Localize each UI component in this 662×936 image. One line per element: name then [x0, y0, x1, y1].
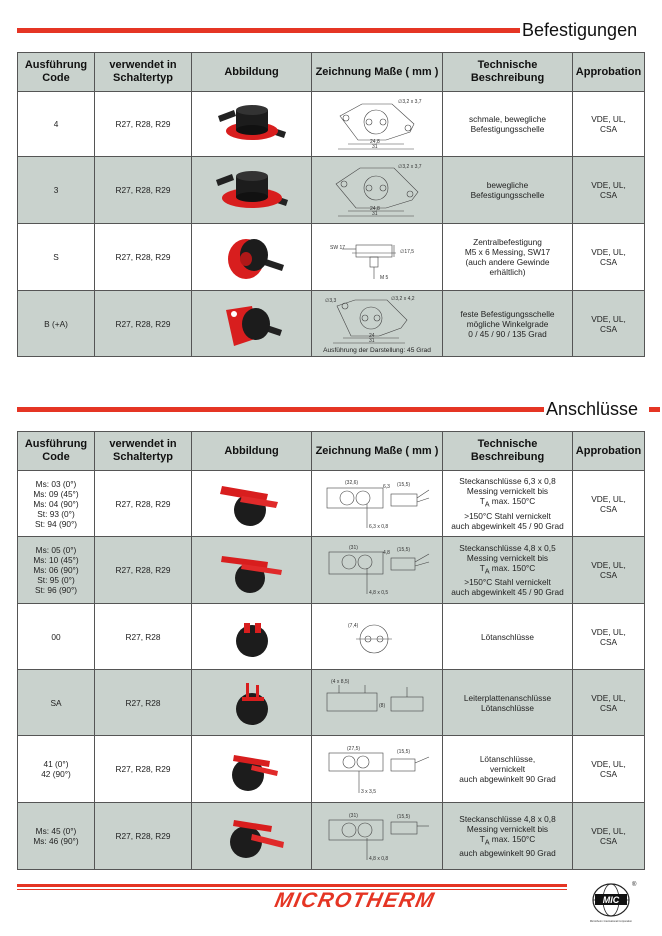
- thermostat-tab-terminals-icon: [220, 486, 278, 526]
- approval-cell: VDE, UL, CSA: [573, 224, 645, 291]
- product-image: [192, 291, 312, 357]
- code-cell: Ms: 03 (0°) Ms: 09 (45°) Ms: 04 (90°) St: 93 (0°) St: 94 (90°): [18, 471, 95, 537]
- drawing-cell: [312, 604, 443, 670]
- section-heading-befestigungen: [17, 19, 662, 41]
- thermostat-pcb-terminals-icon: [236, 683, 268, 725]
- drawing-cell: [312, 157, 443, 224]
- col-header-drawing: Zeichnung Maße ( mm ): [312, 53, 443, 92]
- drawing-label: (8): [379, 702, 386, 709]
- drawing-label: (32,6): [345, 479, 359, 486]
- type-cell: R27, R28, R29: [95, 736, 192, 803]
- approval-cell: VDE, UL, CSA: [573, 92, 645, 157]
- product-image: [192, 157, 312, 224]
- col-header-description: Technische Beschreibung: [443, 432, 573, 471]
- description-cell: schmale, bewegliche Befestigungsschelle: [443, 92, 573, 157]
- approval-cell: VDE, UL, CSA: [573, 803, 645, 870]
- befestigungen-table: [17, 52, 645, 357]
- thermostat-fixed-bracket-icon: [226, 306, 282, 346]
- col-header-approval: Approbation: [573, 53, 645, 92]
- drawing-label: 4,8 x 0,8: [369, 856, 389, 862]
- type-cell: R27, R28: [95, 604, 192, 670]
- code-cell: SA: [18, 670, 95, 736]
- technical-drawing-icon: [342, 245, 396, 279]
- drawing-label: 31: [372, 144, 378, 150]
- drawing-label: (31): [349, 545, 358, 551]
- drawing-label: 24: [369, 332, 375, 339]
- drawing-label: M 5: [380, 275, 389, 281]
- drawing-cell: [312, 92, 443, 157]
- col-header-description: Technische Beschreibung: [443, 53, 573, 92]
- col-header-code: Ausführung Code: [18, 432, 95, 471]
- drawing-cell: [312, 224, 443, 291]
- col-header-drawing: Zeichnung Maße ( mm ): [312, 432, 443, 471]
- drawing-label: SW 17: [330, 245, 346, 251]
- table-row: [18, 471, 645, 537]
- approval-cell: VDE, UL, CSA: [573, 537, 645, 604]
- type-cell: R27, R28: [95, 670, 192, 736]
- col-header-type: verwendet in Schaltertyp: [95, 432, 192, 471]
- thermostat-tab-terminals-icon: [221, 556, 282, 593]
- drawing-label: 24,8: [370, 139, 380, 145]
- drawing-label: (15,5): [397, 547, 411, 553]
- description-cell: bewegliche Befestigungsschelle: [443, 157, 573, 224]
- table-row: [18, 157, 645, 224]
- col-header-code: Ausführung Code: [18, 53, 95, 92]
- drawing-cell: [312, 537, 443, 604]
- drawing-label: 6,3 x 0,8: [369, 523, 389, 530]
- type-cell: R27, R28, R29: [95, 291, 192, 357]
- drawing-label: (15,5): [397, 481, 411, 488]
- thermostat-solder-lug-icon: [232, 755, 278, 791]
- drawing-label: ∅3,2 x 3,7: [398, 99, 422, 105]
- footer-rule: [17, 884, 567, 887]
- mic-logo-icon: [587, 880, 637, 924]
- technical-drawing-icon: [327, 685, 423, 711]
- approval-cell: VDE, UL, CSA: [573, 471, 645, 537]
- brand-wordmark: MICROTHERM: [272, 889, 438, 912]
- col-header-image: Abbildung: [192, 53, 312, 92]
- drawing-label: 24,8: [370, 206, 380, 212]
- drawing-label: ∅17,5: [400, 249, 415, 255]
- technical-drawing-icon: [329, 552, 429, 594]
- thermostat-bracket-icon: [218, 105, 286, 140]
- code-cell: 4: [18, 92, 95, 157]
- thermostat-center-mount-icon: [228, 239, 284, 279]
- description-cell: Steckanschlüsse 6,3 x 0,8 Messing vernickelt bis $T_A$ max. 150°C >150°C Stahl vernickelt auch abgewinkelt 45 / 90 Grad: [443, 471, 573, 537]
- code-cell: Ms: 45 (0°) Ms: 46 (90°): [18, 803, 95, 870]
- approval-cell: VDE, UL, CSA: [573, 157, 645, 224]
- type-cell: R27, R28, R29: [95, 471, 192, 537]
- technical-drawing-icon: [329, 820, 429, 860]
- drawing-note: Ausführung der Darstellung: 45 Grad: [323, 346, 431, 354]
- table-row: [18, 224, 645, 291]
- table-row: [18, 92, 645, 157]
- drawing-label: ∅3,2 x 4,2: [391, 295, 415, 302]
- code-cell: B (+A): [18, 291, 95, 357]
- drawing-label: (31): [349, 813, 358, 819]
- type-cell: R27, R28, R29: [95, 157, 192, 224]
- section-title: Befestigungen: [522, 20, 638, 40]
- drawing-label: (4 x 8,5): [331, 678, 350, 685]
- product-image: [192, 736, 312, 803]
- col-header-approval: Approbation: [573, 432, 645, 471]
- description-cell: Zentralbefestigung M5 x 6 Messing, SW17 (auch andere Gewinde erhältlich): [443, 224, 573, 291]
- description-cell: Leiterplattenanschlüsse Lötanschlüsse: [443, 670, 573, 736]
- description-cell: Steckanschlüsse 4,8 x 0,5 Messing vernickelt bis $T_A$ max. 150°C >150°C Stahl vernickelt auch abgewinkelt 45 / 90 Grad: [443, 537, 573, 604]
- table-row: [18, 291, 645, 357]
- drawing-label: 4,8 x 0,5: [369, 590, 389, 596]
- code-cell: 41 (0°) 42 (90°): [18, 736, 95, 803]
- drawing-label: (27,5): [347, 746, 361, 752]
- code-cell: 3: [18, 157, 95, 224]
- approval-cell: VDE, UL, CSA: [573, 291, 645, 357]
- drawing-label: 6,3: [383, 483, 390, 490]
- drawing-label: 4,8: [383, 550, 390, 556]
- drawing-label: ∅3,3: [325, 297, 337, 304]
- drawing-label: 31: [372, 211, 378, 217]
- product-image: [192, 471, 312, 537]
- technical-drawing-icon: [327, 488, 429, 528]
- svg-text:MIC: MIC: [602, 895, 620, 905]
- thermostat-solder-terminals-icon: [236, 623, 268, 657]
- drawing-cell: [312, 736, 443, 803]
- type-cell: R27, R28, R29: [95, 92, 192, 157]
- section-title: Anschlüsse: [546, 399, 639, 419]
- thermostat-bracket-icon: [216, 171, 288, 208]
- section-heading-anschluesse: [17, 398, 662, 420]
- drawing-label: (7,4): [348, 622, 359, 629]
- product-image: [192, 92, 312, 157]
- thermostat-tab-terminals-icon: [230, 820, 284, 858]
- table-row: [18, 736, 645, 803]
- description-cell: Lötanschlüsse: [443, 604, 573, 670]
- product-image: [192, 604, 312, 670]
- product-image: [192, 224, 312, 291]
- table-row: [18, 537, 645, 604]
- table-row: [18, 803, 645, 870]
- drawing-cell: [312, 291, 443, 357]
- table-row: [18, 670, 645, 736]
- type-cell: R27, R28, R29: [95, 224, 192, 291]
- drawing-label: (15,5): [397, 814, 411, 820]
- approval-cell: VDE, UL, CSA: [573, 670, 645, 736]
- type-cell: R27, R28, R29: [95, 803, 192, 870]
- drawing-cell: [312, 803, 443, 870]
- product-image: [192, 670, 312, 736]
- drawing-cell: [312, 670, 443, 736]
- description-cell: Steckanschlüsse 4,8 x 0,8 Messing vernickelt bis $T_A$ max. 150°C auch abgewinkelt 90 Grad: [443, 803, 573, 870]
- col-header-image: Abbildung: [192, 432, 312, 471]
- type-cell: R27, R28, R29: [95, 537, 192, 604]
- approval-cell: VDE, UL, CSA: [573, 736, 645, 803]
- svg-text:Microtherm International Corpo: Microtherm International Corporation: [589, 920, 633, 923]
- description-cell: feste Befestigungsschelle mögliche Winkelgrade 0 / 45 / 90 / 135 Grad: [443, 291, 573, 357]
- col-header-type: verwendet in Schaltertyp: [95, 53, 192, 92]
- drawing-cell: [312, 471, 443, 537]
- code-cell: S: [18, 224, 95, 291]
- drawing-label: 3 x 3,5: [361, 789, 377, 795]
- approval-cell: VDE, UL, CSA: [573, 604, 645, 670]
- product-image: [192, 803, 312, 870]
- table-row: [18, 604, 645, 670]
- svg-text:®: ®: [632, 882, 637, 888]
- anschluesse-table: [17, 431, 645, 870]
- product-image: [192, 537, 312, 604]
- technical-drawing-icon: [356, 625, 392, 653]
- drawing-label: (15,5): [397, 749, 411, 755]
- code-cell: 00: [18, 604, 95, 670]
- code-cell: Ms: 05 (0°) Ms: 10 (45°) Ms: 06 (90°) St: 95 (0°) St: 96 (90°): [18, 537, 95, 604]
- drawing-label: 31: [369, 337, 375, 344]
- technical-drawing-icon: [329, 753, 429, 793]
- drawing-label: ∅3,2 x 3,7: [398, 164, 422, 170]
- description-cell: Lötanschlüsse, vernickelt auch abgewinkelt 90 Grad: [443, 736, 573, 803]
